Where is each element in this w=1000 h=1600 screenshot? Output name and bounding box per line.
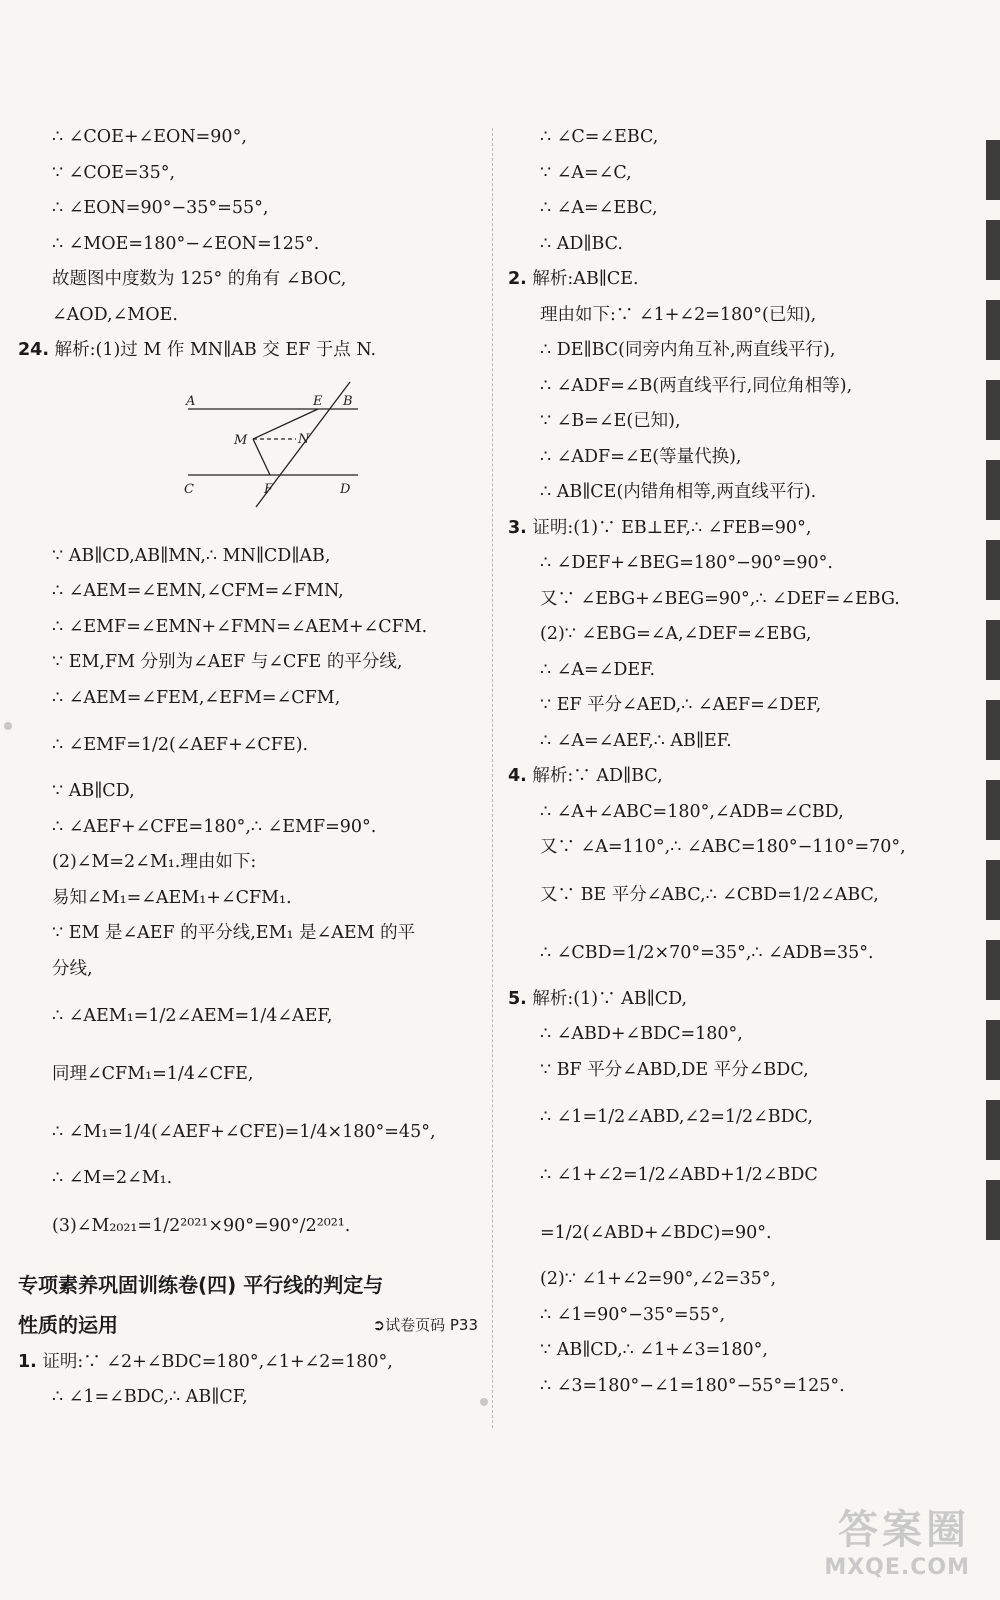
text-line: ∴ ∠AEM₁=1/2∠AEM=1/4∠AEF,: [52, 1006, 333, 1026]
question-24: [18, 333, 480, 369]
text-line: ∵ ∠COE=35°,: [52, 162, 176, 183]
label-a: A: [186, 393, 196, 409]
margin-mark: [480, 1398, 488, 1406]
watermark-url: MXQE.COM: [824, 1555, 970, 1580]
label-e: E: [313, 393, 323, 409]
text-line: 又∵ ∠EBG+∠BEG=90°,∴ ∠DEF=∠EBG.: [540, 588, 900, 609]
right-column: [508, 120, 928, 1404]
question-text: 证明:∵ ∠2+∠BDC=180°,∠1+∠2=180°,: [42, 1351, 393, 1372]
left-column: [18, 120, 480, 1416]
text-line: (2)∵ ∠1+∠2=90°,∠2=35°,: [540, 1269, 777, 1289]
text-line: 理由如下:∵ ∠1+∠2=180°(已知),: [540, 304, 817, 325]
text-line: ∵ AB∥CD,∴ ∠1+∠3=180°,: [540, 1340, 768, 1360]
question-2: [508, 262, 928, 298]
question-number: 3.: [508, 517, 527, 538]
section-title: 专项素养巩固训练卷(四) 平行线的判定与: [18, 1272, 384, 1297]
text-line: ∴ ∠1=∠BDC,∴ AB∥CF,: [52, 1387, 248, 1407]
question-number: 1.: [18, 1351, 37, 1372]
text-line: ∴ ∠AEM=∠FEM,∠EFM=∠CFM,: [52, 687, 341, 708]
column-divider: [492, 128, 493, 1428]
text-line: ∠AOD,∠MOE.: [52, 304, 178, 325]
text-line: ∴ ∠A+∠ABC=180°,∠ADB=∠CBD,: [540, 801, 844, 822]
question-number: 5.: [508, 988, 527, 1009]
section-title-cont: 性质的运用: [18, 1312, 118, 1337]
text-line: 又∵ ∠A=110°,∴ ∠ABC=180°−110°=70°,: [540, 837, 906, 857]
question-number: 4.: [508, 766, 527, 786]
text-line: ∴ ∠COE+∠EON=90°,: [52, 127, 247, 147]
binding-edge: [986, 140, 1000, 1240]
question-text: 解析:(1)∵ AB∥CD,: [532, 988, 688, 1009]
watermark-logo-text: 答案圈: [838, 1507, 970, 1553]
text-line: ∴ ∠1+∠2=1/2∠ABD+1/2∠BDC: [540, 1165, 818, 1185]
text-line: ∴ ∠M=2∠M₁.: [52, 1168, 173, 1188]
geometry-figure: [18, 369, 480, 539]
text-line: ∴ AB∥CE(内错角相等,两直线平行).: [540, 482, 817, 502]
question-number: 2.: [508, 269, 527, 289]
text-line: 又∵ BE 平分∠ABC,∴ ∠CBD=1/2∠ABC,: [540, 884, 879, 905]
question-text: 解析:(1)过 M 作 MN∥AB 交 EF 于点 N.: [54, 340, 377, 360]
text-line: ∴ ∠EMF=1/2(∠AEF+∠CFE).: [52, 735, 309, 755]
text-line: (2)∠M=2∠M₁.理由如下:: [52, 852, 257, 872]
text-line: ∵ ∠A=∠C,: [540, 162, 632, 183]
text-line: ∵ EF 平分∠AED,∴ ∠AEF=∠DEF,: [540, 695, 822, 715]
text-line: ∴ ∠A=∠EBC,: [540, 198, 658, 218]
label-f: F: [264, 481, 274, 497]
text-line: ∴ ∠DEF+∠BEG=180°−90°=90°.: [540, 553, 833, 573]
label-m: M: [234, 432, 248, 448]
text-line: ∵ EM 是∠AEF 的平分线,EM₁ 是∠AEM 的平: [52, 923, 416, 943]
question-1: [18, 1345, 480, 1381]
text-line: ∴ DE∥BC(同旁内角互补,两直线平行),: [540, 340, 836, 360]
question-text: 解析:AB∥CE.: [532, 269, 639, 289]
text-line: ∴ ∠AEM=∠EMN,∠CFM=∠FMN,: [52, 581, 344, 601]
text-line: (2)∵ ∠EBG=∠A,∠DEF=∠EBG,: [540, 624, 812, 644]
question-5: [508, 982, 928, 1018]
text-line: ∴ ∠EON=90°−35°=55°,: [52, 198, 269, 218]
text-line: ∴ ∠1=1/2∠ABD,∠2=1/2∠BDC,: [540, 1107, 813, 1127]
text-line: ∴ ∠C=∠EBC,: [540, 127, 659, 147]
text-line: 易知∠M₁=∠AEM₁+∠CFM₁.: [52, 887, 292, 908]
question-text: 解析:∵ AD∥BC,: [532, 766, 663, 786]
text-line: ∴ ∠MOE=180°−∠EON=125°.: [52, 233, 320, 254]
text-line: ∵ AB∥CD,: [52, 781, 135, 801]
text-line: ∴ ∠CBD=1/2×70°=35°,∴ ∠ADB=35°.: [540, 942, 874, 963]
text-line: ∴ ∠EMF=∠EMN+∠FMN=∠AEM+∠CFM.: [52, 616, 428, 637]
question-number: 24.: [18, 340, 50, 360]
text-line: ∴ ∠ADF=∠B(两直线平行,同位角相等),: [540, 375, 853, 396]
text-line: ∴ ∠ADF=∠E(等量代换),: [540, 446, 742, 467]
text-line: 同理∠CFM₁=1/4∠CFE,: [52, 1064, 254, 1084]
text-line: ∵ EM,FM 分别为∠AEF 与∠CFE 的平分线,: [52, 652, 403, 672]
text-line: ∴ ∠3=180°−∠1=180°−55°=125°.: [540, 1375, 845, 1396]
text-line: ∵ ∠B=∠E(已知),: [540, 411, 681, 431]
text-line: ∴ ∠A=∠AEF,∴ AB∥EF.: [540, 730, 732, 751]
question-4: [508, 759, 928, 795]
watermark: [824, 1498, 970, 1580]
text-line: ∴ ∠1=90°−35°=55°,: [540, 1304, 726, 1325]
text-line: ∴ ∠M₁=1/4(∠AEF+∠CFE)=1/4×180°=45°,: [52, 1122, 436, 1142]
text-line: =1/2(∠ABD+∠BDC)=90°.: [540, 1223, 772, 1243]
question-text: 证明:(1)∵ EB⊥EF,∴ ∠FEB=90°,: [532, 517, 812, 538]
section-title-row: [18, 1305, 478, 1345]
parallel-lines-diagram: [168, 377, 368, 527]
text-line: ∵ BF 平分∠ABD,DE 平分∠BDC,: [540, 1059, 809, 1080]
question-3: [508, 511, 928, 547]
segment-mf: [253, 439, 270, 475]
label-n: N: [298, 431, 310, 447]
text-line: 故题图中度数为 125° 的角有 ∠BOC,: [52, 269, 347, 289]
text-line: ∴ ∠ABD+∠BDC=180°,: [540, 1024, 743, 1044]
margin-mark: [4, 722, 12, 730]
label-c: C: [184, 481, 194, 497]
text-line: ∴ AD∥BC.: [540, 233, 623, 254]
text-line: ∴ ∠AEF+∠CFE=180°,∴ ∠EMF=90°.: [52, 816, 377, 837]
label-d: D: [340, 481, 351, 497]
text-line: ∵ AB∥CD,AB∥MN,∴ MN∥CD∥AB,: [52, 545, 331, 566]
text-line: 分线,: [52, 958, 93, 979]
text-line: ∴ ∠A=∠DEF.: [540, 659, 656, 680]
text-line: (3)∠M₂₀₂₁=1/2²⁰²¹×90°=90°/2²⁰²¹.: [52, 1215, 351, 1236]
label-b: B: [343, 393, 353, 409]
page-reference: ➲试卷页码 P33: [372, 1315, 478, 1334]
